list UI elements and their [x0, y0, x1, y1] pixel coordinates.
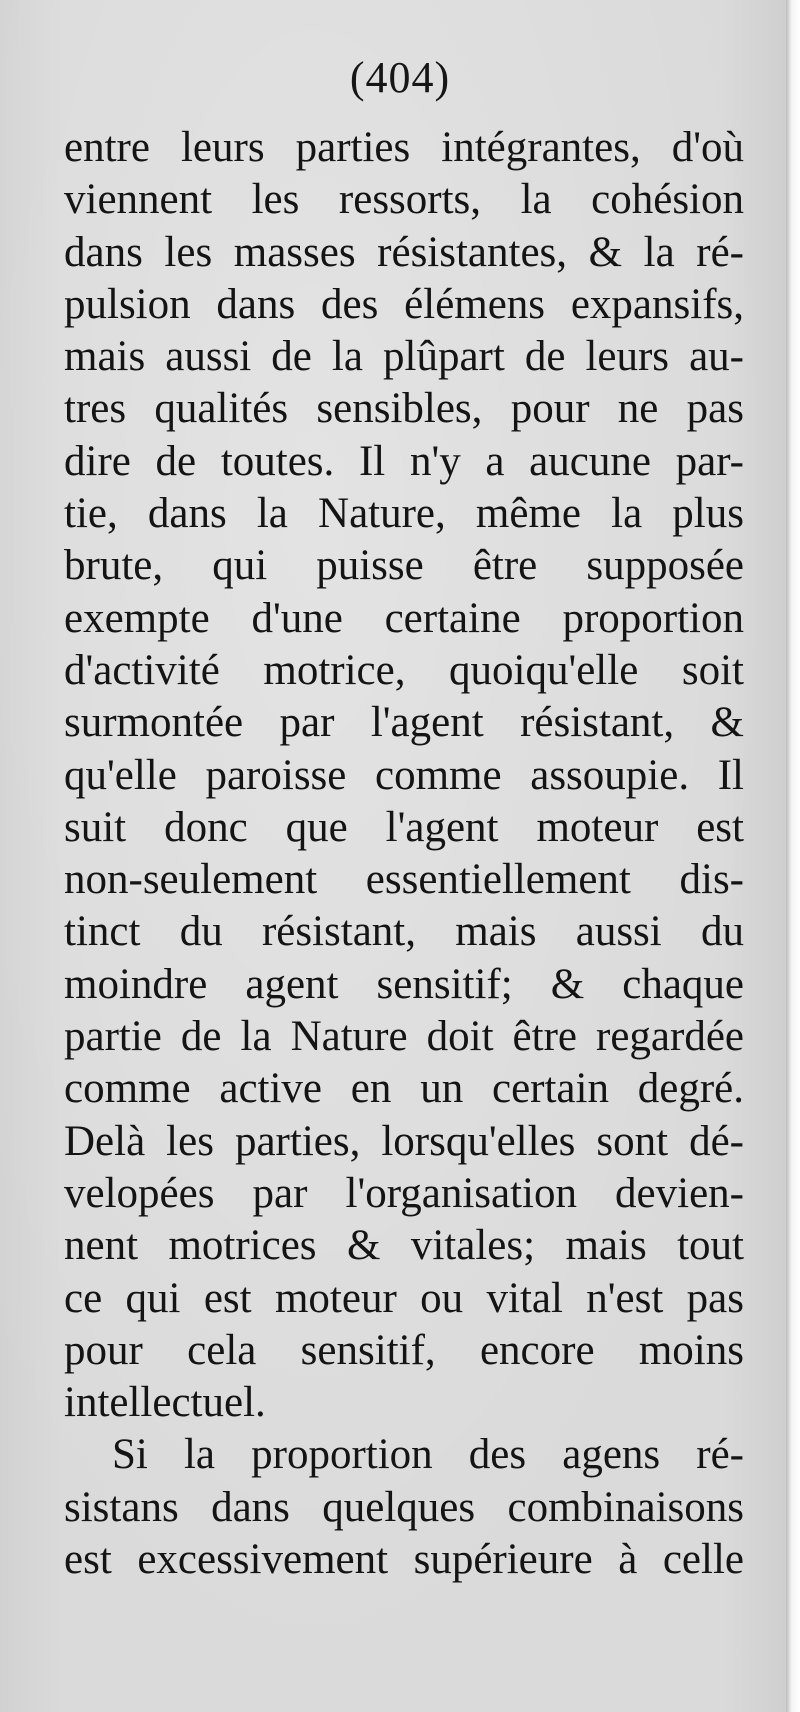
body-text	[64, 122, 744, 1586]
text-line: pour cela sensitif, encore moins	[64, 1326, 744, 1374]
paragraph-end-line: intellectuel.	[64, 1379, 266, 1427]
text-line: exempte d'une certaine proportion	[64, 594, 744, 642]
text-line: pulsion dans des élémens expansifs,	[64, 280, 744, 328]
text-line: ce qui est moteur ou vital n'est pas	[64, 1274, 744, 1322]
text-line: tres qualités sensibles, pour ne pas	[64, 385, 744, 433]
text-line: surmontée par l'agent résistant, &	[64, 699, 744, 747]
page-edge	[786, 0, 800, 1712]
text-line: non-seulement essentiellement dis-	[64, 856, 744, 904]
text-line: est excessivement supérieure à celle	[64, 1536, 744, 1584]
text-line: dire de toutes. Il n'y a aucune par-	[64, 437, 744, 485]
text-line: velopées par l'organisation devien-	[64, 1169, 744, 1217]
text-line: dans les masses résistantes, & la ré-	[64, 228, 744, 276]
text-line: partie de la Nature doit être regardée	[64, 1013, 744, 1061]
text-line: moindre agent sensitif; & chaque	[64, 960, 744, 1008]
text-line: entre leurs parties intégrantes, d'où	[64, 124, 744, 171]
text-line: viennent les ressorts, la cohésion	[64, 176, 744, 224]
text-line: d'activité motrice, quoiqu'elle soit	[64, 646, 744, 694]
page-number: (404)	[349, 53, 451, 102]
paragraph-start-line: Si la proportion des agens ré-	[112, 1431, 744, 1479]
text-line: brute, qui puisse être supposée	[64, 542, 744, 590]
text-line: qu'elle paroisse comme assoupie. Il	[64, 751, 744, 799]
text-line: suit donc que l'agent moteur est	[64, 803, 744, 851]
text-line: mais aussi de la plûpart de leurs au-	[64, 333, 744, 381]
text-line: tinct du résistant, mais aussi du	[64, 908, 744, 956]
text-line: nent motrices & vitales; mais tout	[64, 1222, 744, 1270]
text-line: sistans dans quelques combinaisons	[64, 1483, 744, 1531]
text-line: Delà les parties, lorsqu'elles sont dé-	[64, 1117, 744, 1165]
text-line: tie, dans la Nature, même la plus	[64, 490, 744, 538]
text-line: comme active en un certain degré.	[64, 1065, 744, 1113]
